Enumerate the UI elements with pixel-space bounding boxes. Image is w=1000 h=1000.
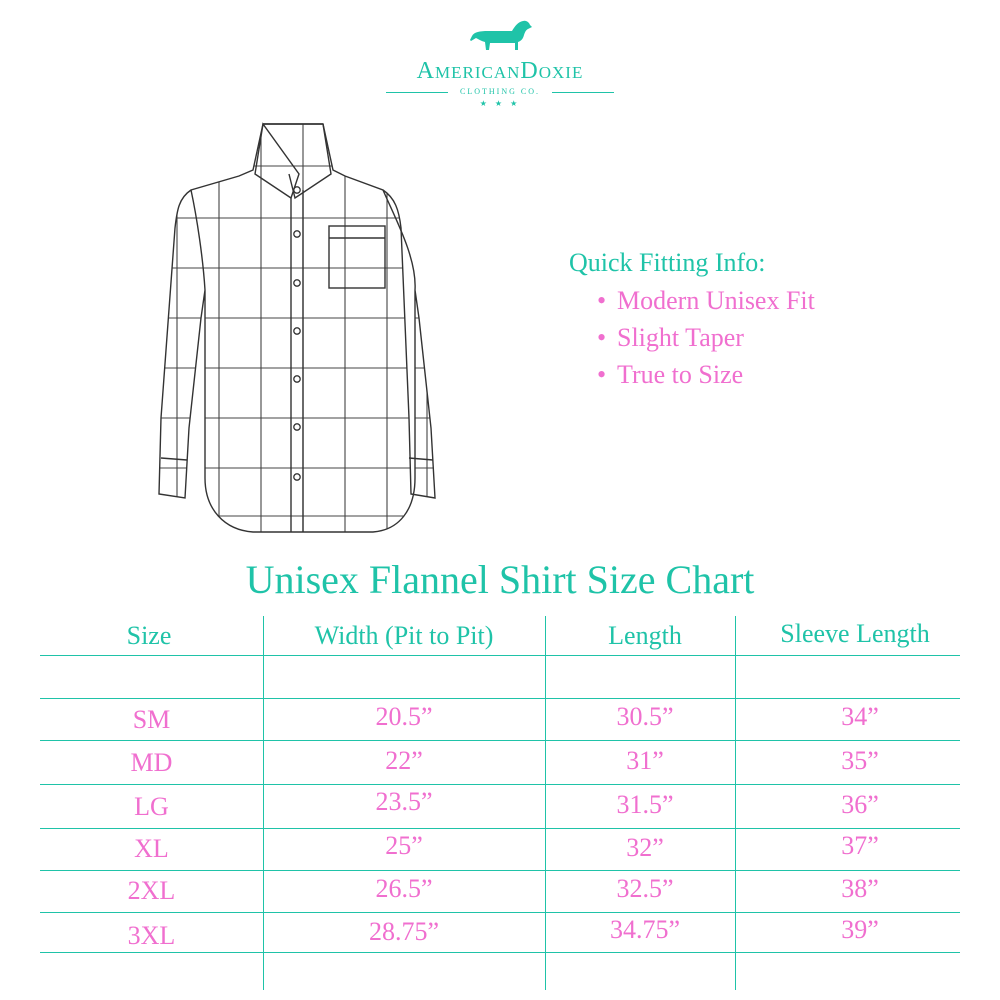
cell-length: 32” (626, 833, 664, 862)
cell-width: 20.5” (375, 702, 433, 731)
cell-sleeve: 34” (841, 702, 879, 731)
cell-width: 23.5” (375, 787, 433, 816)
fitting-title: Quick Fitting Info: (569, 248, 766, 277)
bullet-icon: • (597, 360, 607, 389)
fitting-item-label: Modern Unisex Fit (617, 286, 815, 315)
table-rule (40, 740, 960, 741)
fitting-item (569, 286, 989, 323)
bullet-icon: • (597, 323, 607, 352)
cell-sleeve: 37” (841, 831, 879, 860)
table-rule (40, 870, 960, 871)
cell-width: 28.75” (368, 917, 440, 946)
cell-length: 30.5” (616, 702, 674, 731)
cell-size: XL (134, 834, 169, 863)
fitting-item (569, 323, 989, 360)
logo-rule-right (552, 92, 614, 93)
cell-sleeve: 35” (841, 746, 879, 775)
cell-width: 25” (385, 831, 423, 860)
flannel-shirt-illustration (133, 118, 448, 548)
fitting-item-label: True to Size (617, 360, 744, 389)
size-table (40, 612, 960, 992)
header-size: Size (126, 621, 172, 650)
cell-length: 32.5” (616, 874, 674, 903)
table-rule (40, 655, 960, 656)
fitting-item-label: Slight Taper (617, 323, 744, 352)
cell-size: MD (130, 748, 173, 777)
brand-name: AmericanDoxie (416, 58, 584, 84)
cell-size: 2XL (127, 876, 176, 905)
cell-size: SM (132, 705, 171, 734)
table-rule (40, 912, 960, 913)
table-rule (40, 784, 960, 785)
cell-width: 26.5” (375, 874, 433, 903)
cell-size: LG (134, 792, 169, 821)
bullet-icon: • (597, 286, 607, 315)
brand-logo (380, 14, 620, 108)
cell-width: 22” (385, 746, 423, 775)
fitting-item (569, 360, 989, 397)
cell-size: 3XL (127, 921, 176, 950)
header-width: Width (Pit to Pit) (314, 621, 494, 650)
cell-sleeve: 36” (841, 790, 879, 819)
table-rule (40, 952, 960, 953)
table-rule (40, 828, 960, 829)
size-chart-title: Unisex Flannel Shirt Size Chart (245, 557, 755, 602)
brand-subtitle: CLOTHING CO. (460, 87, 540, 96)
header-sleeve-length: Sleeve Length (780, 619, 930, 648)
header-length: Length (608, 621, 682, 650)
cell-sleeve: 38” (841, 874, 879, 903)
quick-fitting-info (569, 248, 989, 397)
cell-sleeve: 39” (841, 915, 879, 944)
cell-length: 34.75” (609, 915, 681, 944)
brand-stars: ★ ★ ★ (479, 99, 521, 108)
cell-length: 31” (626, 746, 664, 775)
dachshund-logo-icon (468, 14, 534, 54)
cell-length: 31.5” (616, 790, 674, 819)
table-rule (40, 698, 960, 699)
